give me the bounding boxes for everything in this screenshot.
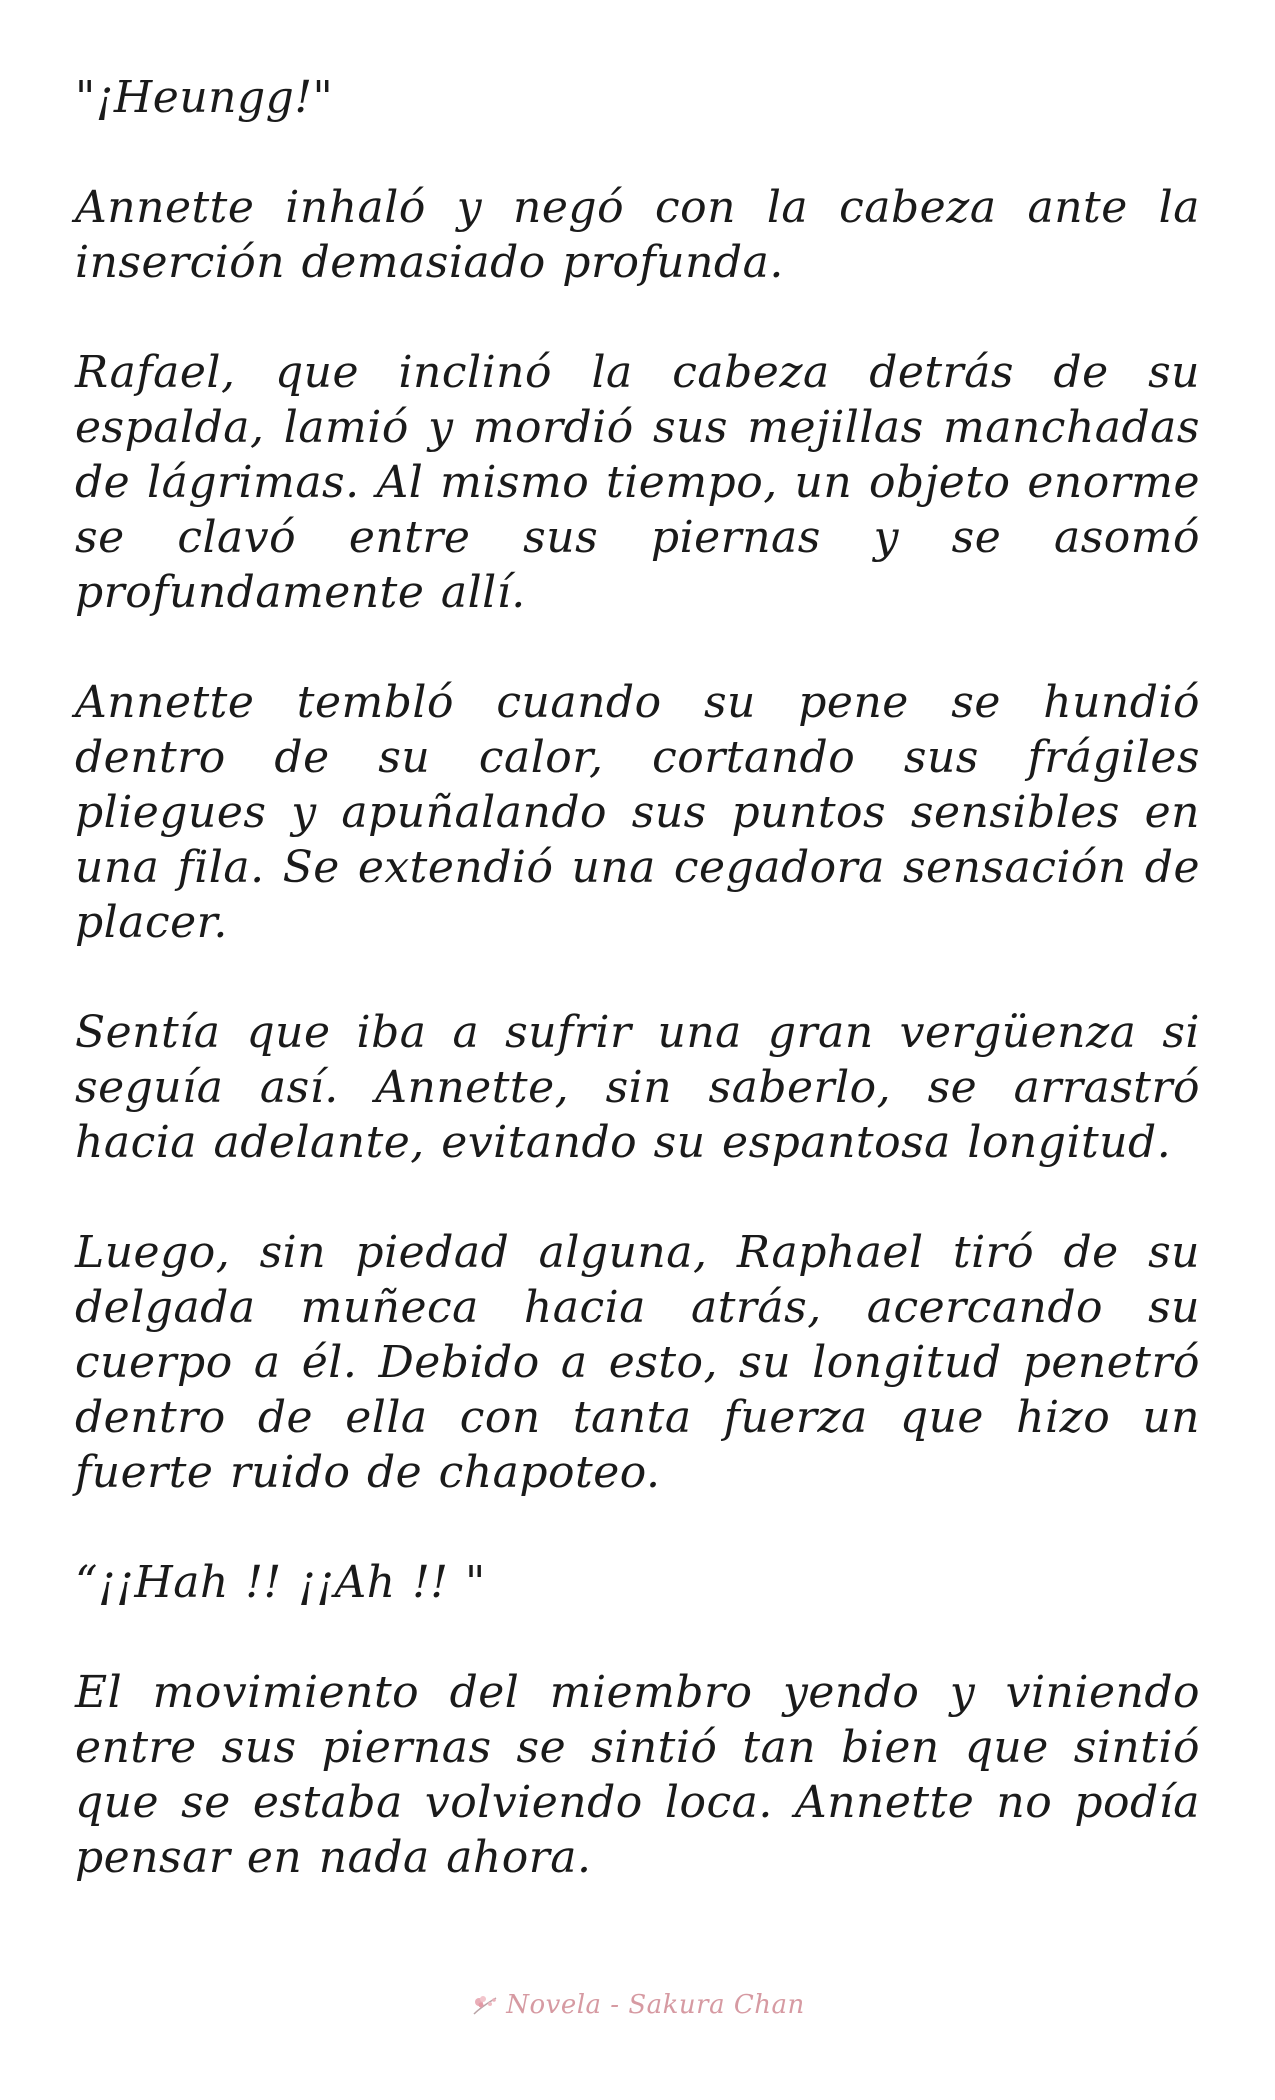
paragraph-4: Annette tembló cuando su pene se hundió dentro de su calor, cortando sus frágiles pliegues y apuñalando sus puntos sensibles en una fila. Se extendió una cegadora sensación de placer. xyxy=(75,677,1200,948)
paragraph-7: “¡¡Hah !! ¡¡Ah !! " xyxy=(75,1557,486,1608)
paragraph-1: "¡Heungg!" xyxy=(75,72,334,123)
paragraph-2: Annette inhaló y negó con la cabeza ante la inserción demasiado profunda. xyxy=(75,182,1200,288)
watermark xyxy=(0,1990,1275,2040)
watermark-inner xyxy=(470,1990,805,2020)
novel-text xyxy=(75,70,1200,1885)
paragraph-5: Sentía que iba a sufrir una gran vergüenza si seguía así. Annette, sin saberlo, se arrastró hacia adelante, evitando su espantosa longitud. xyxy=(75,1007,1200,1168)
watermark-text: Novela - Sakura Chan xyxy=(506,1990,805,2020)
paragraph-6: Luego, sin piedad alguna, Raphael tiró de su delgada muñeca hacia atrás, acercando su cuerpo a él. Debido a esto, su longitud penetró dentro de ella con tanta fuerza que hizo un fuerte ruido de chapoteo. xyxy=(75,1227,1200,1498)
paragraph-3: Rafael, que inclinó la cabeza detrás de su espalda, lamió y mordió sus mejillas manchadas de lágrimas. Al mismo tiempo, un objeto enorme se clavó entre sus piernas y se asomó profundamente allí. xyxy=(75,347,1200,618)
paragraph-8: El movimiento del miembro yendo y viniendo entre sus piernas se sintió tan bien que sintió que se estaba volviendo loca. Annette no podía pensar en nada ahora. xyxy=(75,1667,1200,1883)
cherry-blossom-icon xyxy=(470,1992,500,2018)
